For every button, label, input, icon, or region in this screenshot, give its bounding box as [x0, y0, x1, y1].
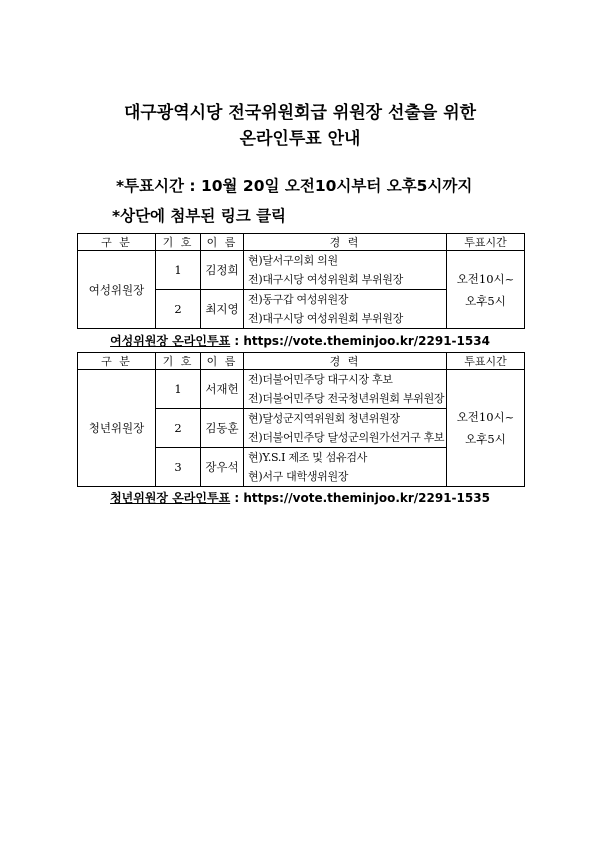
career-line: 현)서구 대학생위원장: [248, 470, 349, 483]
youth-vote-link-label: 청년위원장 온라인투표: [110, 491, 231, 505]
career-line: 전)동구갑 여성위원장: [248, 293, 349, 306]
youth-vote-link[interactable]: https://vote.theminjoo.kr/2291-1535: [243, 491, 490, 505]
doc-title-line2: 온라인투표 안내: [239, 129, 361, 149]
name-cell: 장우석: [201, 448, 244, 487]
career-line: 현)Y.S.I 제조 및 섬유검사: [248, 451, 368, 464]
number-cell: 2: [156, 290, 201, 329]
table-header-row: [78, 234, 525, 251]
career-line: 현)달서구의회 의원: [248, 254, 338, 267]
career-cell: [244, 290, 447, 329]
career-line: 전)대구시당 여성위원회 부위원장: [248, 273, 403, 286]
name-cell: 서재헌: [201, 370, 244, 409]
number-cell: 1: [156, 251, 201, 290]
women-vote-link[interactable]: https://vote.theminjoo.kr/2291-1534: [243, 334, 490, 348]
time-line: 오후5시: [465, 432, 506, 446]
number-cell: 2: [156, 409, 201, 448]
time-cell: [447, 251, 525, 329]
header-category: 구 분: [78, 353, 156, 370]
name-cell: 최지영: [201, 290, 244, 329]
career-line: 현)달성군지역위원회 청년위원장: [248, 412, 400, 425]
career-cell: [244, 370, 447, 409]
table-row: [78, 251, 525, 290]
career-line: 전)대구시당 여성위원회 부위원장: [248, 312, 403, 325]
number-cell: 1: [156, 370, 201, 409]
career-cell: [244, 448, 447, 487]
table-row: [78, 370, 525, 409]
category-cell: 여성위원장: [78, 251, 156, 329]
header-career: 경 력: [244, 353, 447, 370]
career-cell: [244, 251, 447, 290]
header-time: 투표시간: [447, 353, 525, 370]
header-time: 투표시간: [447, 234, 525, 251]
name-cell: 김동훈: [201, 409, 244, 448]
voting-time-notice: *투표시간 : 10월 20일 오전10시부터 오후5시까지: [116, 177, 473, 195]
women-vote-link-label: 여성위원장 온라인투표: [110, 334, 231, 348]
time-line: 오후5시: [465, 293, 506, 308]
women-candidate-table: [77, 233, 525, 329]
table-header-row: [78, 353, 525, 370]
category-cell: 청년위원장: [78, 370, 156, 487]
women-vote-link-line: [0, 332, 600, 349]
time-line: 오전10시~: [456, 410, 515, 424]
link-separator: :: [230, 491, 244, 505]
youth-vote-link-line: [0, 489, 600, 506]
name-cell: 김정희: [201, 251, 244, 290]
header-category: 구 분: [78, 234, 156, 251]
header-career: 경 력: [244, 234, 447, 251]
header-number: 기 호: [156, 234, 201, 251]
link-click-notice: *상단에 첨부된 링크 클릭: [112, 207, 287, 225]
header-name: 이 름: [201, 234, 244, 251]
career-line: 전)더불어민주당 달성군의원가선거구 후보: [248, 431, 445, 444]
doc-title-line1: 대구광역시당 전국위원회급 위원장 선출을 위한: [123, 103, 477, 123]
link-separator: :: [230, 334, 244, 348]
header-name: 이 름: [201, 353, 244, 370]
career-line: 전)더불어민주당 대구시장 후보: [248, 373, 393, 386]
time-cell: [447, 370, 525, 487]
career-line: 전)더불어민주당 전국청년위원회 부위원장: [248, 392, 445, 405]
number-cell: 3: [156, 448, 201, 487]
career-cell: [244, 409, 447, 448]
header-number: 기 호: [156, 353, 201, 370]
time-line: 오전10시~: [456, 271, 515, 286]
youth-candidate-table: [77, 352, 525, 487]
